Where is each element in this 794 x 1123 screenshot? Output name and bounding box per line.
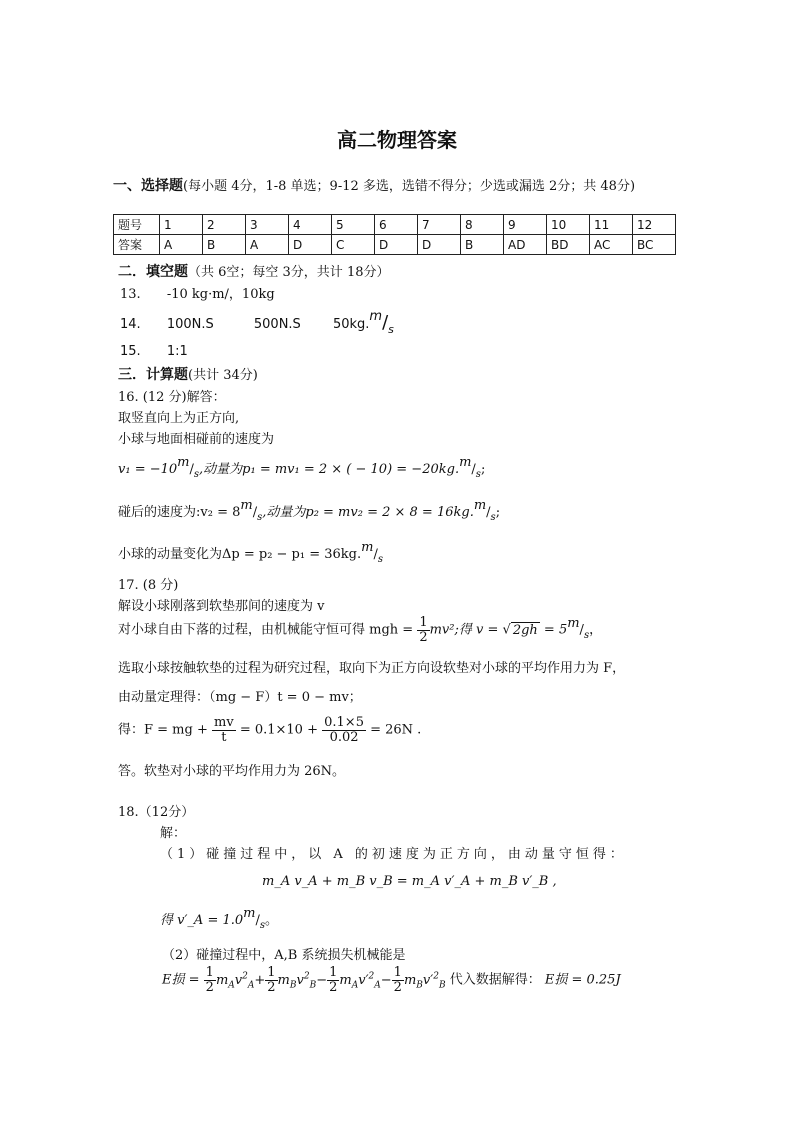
table-cell: D xyxy=(375,235,418,255)
q16-line1: 取竖直向上为正方向, xyxy=(118,411,240,426)
q14-answer-b: 500N.S xyxy=(253,317,301,332)
table-cell: 4 xyxy=(289,215,332,235)
q15-line xyxy=(120,344,188,359)
table-cell: B xyxy=(203,235,246,255)
q16-line2: 小球与地面相碰前的速度为 xyxy=(118,432,275,447)
q13-number: 13. xyxy=(120,287,141,302)
table-cell: D xyxy=(418,235,461,255)
fraction-half: $\frac{1}{2}$ xyxy=(329,965,338,995)
q18-line4: 得 v′_A = $1.0m/_s$。 xyxy=(160,906,279,931)
fraction-mv-t: $\frac{mv}{t}$ xyxy=(214,715,234,745)
fraction-half: $\frac{1}{2}$ xyxy=(267,965,276,995)
table-cell: D xyxy=(289,235,332,255)
table-cell: 1 xyxy=(160,215,203,235)
section2-header xyxy=(118,261,389,281)
section3-header xyxy=(118,364,258,384)
table-cell: 5 xyxy=(332,215,375,235)
table-cell: AD xyxy=(504,235,547,255)
q16-line4: 碰后的速度为:v₂ = $8m/_s$,动量为$p_2 = mv_2 = 2 \times 8 = 16kg.m/_s$; xyxy=(118,498,501,523)
section1-note: (每小题 4分，1-8 单选；9-12 多选，选错不得分；少选或漏选 2分；共 48分) xyxy=(183,179,636,194)
q18-line2: （1）碰撞过程中，以 A 的初速度为正方向，由动量守恒得： xyxy=(160,847,627,862)
section2-heading: 二．填空题 xyxy=(118,264,188,280)
fraction-numeric: $\frac{0.1\times 5}{0.02}$ xyxy=(324,715,364,745)
q16-eq-p1: ,动量为p₁ = mv₁ = 2 × ( − 10) = −20kg. xyxy=(199,462,460,477)
q13-line xyxy=(120,283,275,302)
table-cell: 2 xyxy=(203,215,246,235)
table-cell: A xyxy=(246,235,289,255)
table-cell: 11 xyxy=(590,215,633,235)
unit-s: s xyxy=(475,469,481,480)
table-cell: 7 xyxy=(418,215,461,235)
q16-eq-p2: ,动量为p₂ = mv₂ = 2 × 8 = 16kg. xyxy=(262,505,474,520)
unit-s: s xyxy=(583,629,590,641)
q16-line3: $v_1 = -10m/_s$,动量为p₁ = mv₁ = 2 × ( − $10) = -20kg.m/_s$; xyxy=(118,455,486,480)
table-cell: 10 xyxy=(547,215,590,235)
q14-line: 14. 100N.S 500N.S $50kg.m/_s$ xyxy=(120,309,394,336)
table-cell: AC xyxy=(590,235,633,255)
page-title: 高二物理答案 xyxy=(337,128,457,152)
unit-s: s xyxy=(377,554,383,565)
q17-line4: 由动量定理得：（mg − F）t = 0 − mv； xyxy=(118,690,362,705)
unit-m: m xyxy=(361,540,374,555)
q17-velocity-eq: mv²;得 v = xyxy=(429,622,499,638)
q17-energy-eq: 对小球自由下落的过程，由机械能守恒可得 mgh = xyxy=(118,622,414,638)
table-cell: 3 xyxy=(246,215,289,235)
unit-s: s xyxy=(259,920,266,931)
q17-line2: 对小球自由下落的过程，由机械能守恒可得 mgh = $\frac{1}{2}$ mv²;得 v = √ $2gh = 5m/_s$， xyxy=(118,615,603,645)
unit-m: m xyxy=(240,498,253,513)
q17-line5: 得：F = mg + $\frac{mv}{t}$ = 0.1×10 + $\frac{0.1\times 5}{0.02}$ = 26N . xyxy=(118,715,422,745)
unit-m: m xyxy=(473,498,487,513)
q16-eq-dp: 小球的动量变化为Δp = p₂ − p₁ = 36kg. xyxy=(118,547,362,562)
unit-m: m xyxy=(177,455,190,470)
table-cell: A xyxy=(160,235,203,255)
q17-answer-line: 答。软垫对小球的平均作用力为 26N。 xyxy=(118,764,346,779)
q18-heading: 18.（12分） xyxy=(118,805,195,820)
fraction-half: $\frac{1}{2}$ xyxy=(205,965,214,995)
table-row xyxy=(114,215,676,235)
q18-line1: 解： xyxy=(160,826,187,841)
table-row xyxy=(114,235,676,255)
q15-answer: 1:1 xyxy=(166,344,188,359)
table-cell: BC xyxy=(633,235,676,255)
answer-table xyxy=(113,214,676,255)
q14-answer-c: 50kg. xyxy=(332,317,370,332)
section1-header xyxy=(113,175,635,195)
fraction-half: $\frac{1}{2}$ xyxy=(393,965,402,995)
table-cell: 12 xyxy=(633,215,676,235)
table-cell: BD xyxy=(547,235,590,255)
fraction-half: $\frac{1}{2}$ xyxy=(419,615,428,645)
table-cell: C xyxy=(332,235,375,255)
q17-heading: 17. (8 分) xyxy=(118,578,179,593)
unit-s: s xyxy=(193,469,200,480)
q16-eq-v2: 碰后的速度为:v₂ = 8 xyxy=(118,505,241,520)
unit-m: m xyxy=(567,615,580,631)
row-label-number: 题号 xyxy=(114,215,160,235)
q18-energy-eq: E损 = $\frac{1}{2}$ $m_Av^2_A+$ $\frac{1}{2}$ $m_Bv^2_B-$ $\frac{1}{2}$ $m_Av'^2_A-$ $\frac{1}{2}$ $m_Bv'^2_B$ 代入数据解得： E损 = 0.25J xyxy=(162,965,621,995)
unit-s: s xyxy=(388,323,394,336)
q14-answer-a: 100N.S xyxy=(166,317,214,332)
section3-heading: 三．计算题 xyxy=(118,367,188,383)
q18-momentum-eq: m_A v_A + m_B v_B = m_A v′_A + m_B v′_B , xyxy=(262,874,557,889)
unit-m: m xyxy=(369,309,383,324)
unit-m: m xyxy=(459,455,472,470)
table-cell: 9 xyxy=(504,215,547,235)
sqrt-2gh: 2gh xyxy=(512,622,538,638)
row-label-answer: 答案 xyxy=(114,235,160,255)
q16-heading: 16. (12 分)解答： xyxy=(118,390,226,405)
q17-line1: 解设小球刚落到软垫那间的速度为 v xyxy=(118,599,325,614)
section2-note: （共 6空；每空 3分，共计 18分） xyxy=(188,265,390,280)
q14-number: 14. xyxy=(120,317,141,332)
table-cell: B xyxy=(461,235,504,255)
unit-m: m xyxy=(243,906,256,921)
q16-eq-v1: v₁ = −10 xyxy=(118,462,178,477)
section1-heading: 一、选择题 xyxy=(113,178,183,194)
q18-result: E损 = 0.25J xyxy=(544,972,621,988)
q18-line5: （2）碰撞过程中，A,B 系统损失机械能是 xyxy=(162,948,406,963)
table-cell: 8 xyxy=(461,215,504,235)
q17-line3: 选取小球按触软垫的过程为研究过程，取向下为正方向设软垫对小球的平均作用力为 F， xyxy=(118,661,626,676)
q13-answer: -10 kg·m/，10kg xyxy=(166,287,275,302)
q15-number: 15. xyxy=(120,344,141,359)
q16-line5: 小球的动量变化为$\Delta p = p_2 - p_1 = 36kg.m/_s$ xyxy=(118,540,383,565)
unit-s: s xyxy=(257,512,263,523)
table-cell: 6 xyxy=(375,215,418,235)
section3-note: (共计 34分) xyxy=(188,368,258,383)
unit-s: s xyxy=(490,512,496,523)
